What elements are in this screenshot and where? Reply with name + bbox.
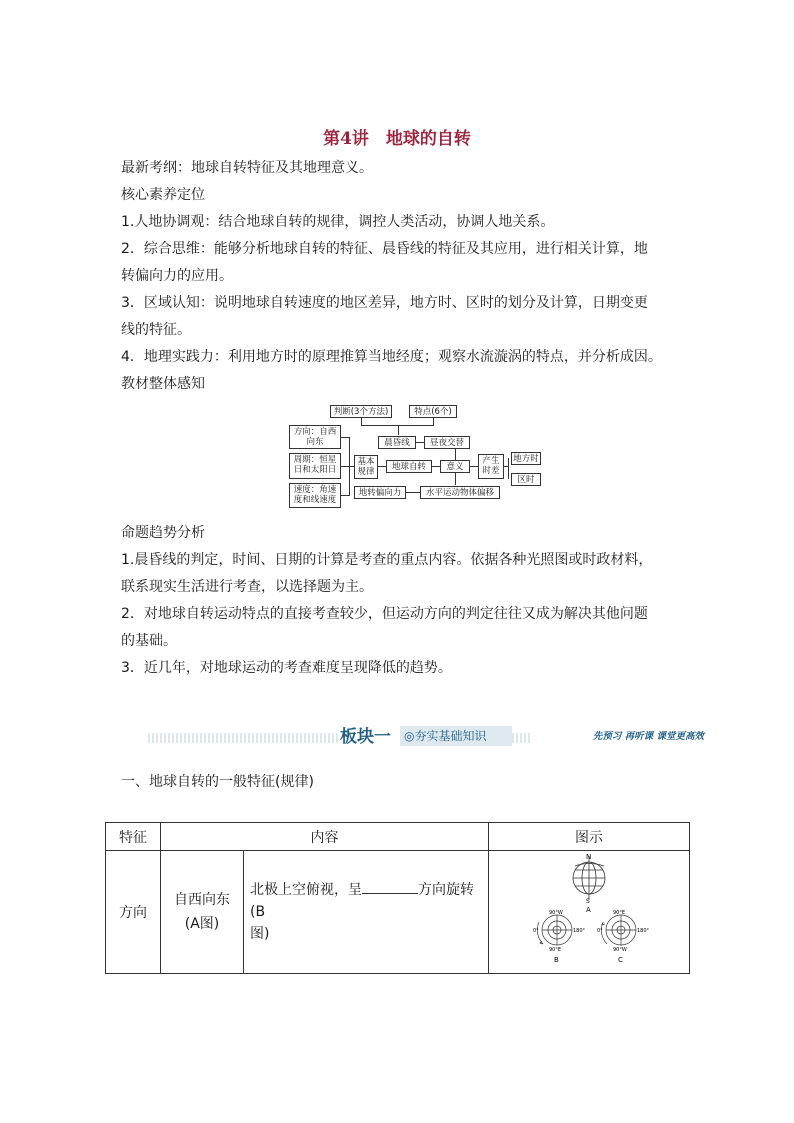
c-bottom: 90°W [613,947,627,953]
section-banner [148,720,704,756]
trend-1-line1: 1.晨昏线的判定，时间、日期的计算是考查的重点内容。依据各种光照图或时政材料， [121,552,653,568]
row-sub-cell [161,851,244,974]
flow-zhouye: 昼夜交替 [424,436,470,449]
item-3-line2: 线的特征。 [121,322,191,338]
row-sub2: (A图) [184,916,220,932]
c-left: 0° [597,928,603,934]
flow-tedian: 特点(6个) [409,405,457,418]
flow-panduan: 判断(3个方法) [330,405,392,418]
flow-diqiuzizhuan: 地球自转 [386,460,432,473]
banner-slogan: 先预习 再听课 课堂更高效 [532,728,704,746]
feature-table [105,822,690,974]
item-2-line1: 2．综合思维：能够分析地球自转的特征、晨昏线的特征及其应用，进行相关计算，地 [121,241,648,257]
flow-pianxiangli: 地转偏向力 [354,486,406,499]
banner-hangshi: ◎夯实基础知识 [400,726,512,746]
flow-fangxiang: 方向：自西向东 [289,425,341,449]
hexin-heading: 核心素养定位 [121,187,205,203]
flow-yiyi: 意义 [440,460,470,473]
jiaocai-heading: 教材整体感知 [121,376,205,392]
rotation-figure [491,852,687,968]
label-a: A [586,906,591,914]
flow-jiben: 基本规律 [354,455,378,479]
label-n: N [586,853,592,861]
item-3-line1: 3．区域认知：说明地球自转速度的地区差异，地方时、区时的划分及计算，日期变更 [121,295,648,311]
banner-bankuai: 板块一 [340,726,398,748]
item-2-line2: 转偏向力的应用。 [121,268,233,284]
item-1: 1.人地协调观：结合地球自转的规律，调控人类活动，协调人地关系。 [121,214,555,230]
flow-zhouqi: 周期：恒星日和太阳日 [289,453,341,479]
row-sub: 自西向东 [174,892,230,908]
row-figure [489,851,690,974]
flow-chansheng: 产生时差 [478,454,504,479]
header-figure: 图示 [489,823,690,851]
row-feature: 方向 [106,851,161,974]
globe-c [601,915,636,945]
concept-flowchart [286,402,541,510]
globe-a [573,856,605,900]
trend-3: 3．近几年，对地球运动的考查难度呈现降低的趋势。 [121,660,452,676]
b-left: 0° [533,928,539,934]
flow-qushi: 区时 [511,473,541,486]
flow-sudu: 速度：角速度和线速度 [289,483,341,508]
b-bottom: 90°E [549,947,562,953]
b-top: 90°W [549,910,563,916]
row-content [244,851,489,974]
header-content: 内容 [161,823,489,851]
trend-2-line2: 的基础。 [121,633,177,649]
globe-b [537,915,572,945]
mingti-heading: 命题趋势分析 [121,525,205,541]
section-1-heading: 一、地球自转的一般特征(规律) [121,774,314,790]
item-4: 4．地理实践力：利用地方时的原理推算当地经度；观察水流漩涡的特点，并分析成因。 [121,349,662,365]
flow-difangshi: 地方时 [511,452,541,465]
answer-blank [362,879,418,894]
kaogang-text: 最新考纲：地球自转特征及其地理意义。 [121,160,373,176]
trend-2-line1: 2．对地球自转运动特点的直接考查较少，但运动方向的判定往往又成为解决其他问题 [121,606,648,622]
header-feature: 特征 [106,823,161,851]
row-text-before: 北极上空俯视，呈 [250,882,362,898]
c-right: 180° [637,928,650,934]
label-c: C [618,956,623,964]
c-top: 90°E [613,910,626,916]
row-text-after: 方向旋转(B [250,882,474,920]
label-b: B [554,956,559,964]
trend-1-line2: 联系现实生活进行考查，以选择题为主。 [121,579,373,595]
flow-chenhunxian: 晨昏线 [378,436,416,449]
page-title: 第4讲 地球的自转 [323,129,471,149]
label-s: S [586,898,590,905]
flow-shuiping: 水平运动物体偏移 [420,486,500,499]
row-text-end: 图) [250,926,270,942]
b-right: 180° [573,928,586,934]
